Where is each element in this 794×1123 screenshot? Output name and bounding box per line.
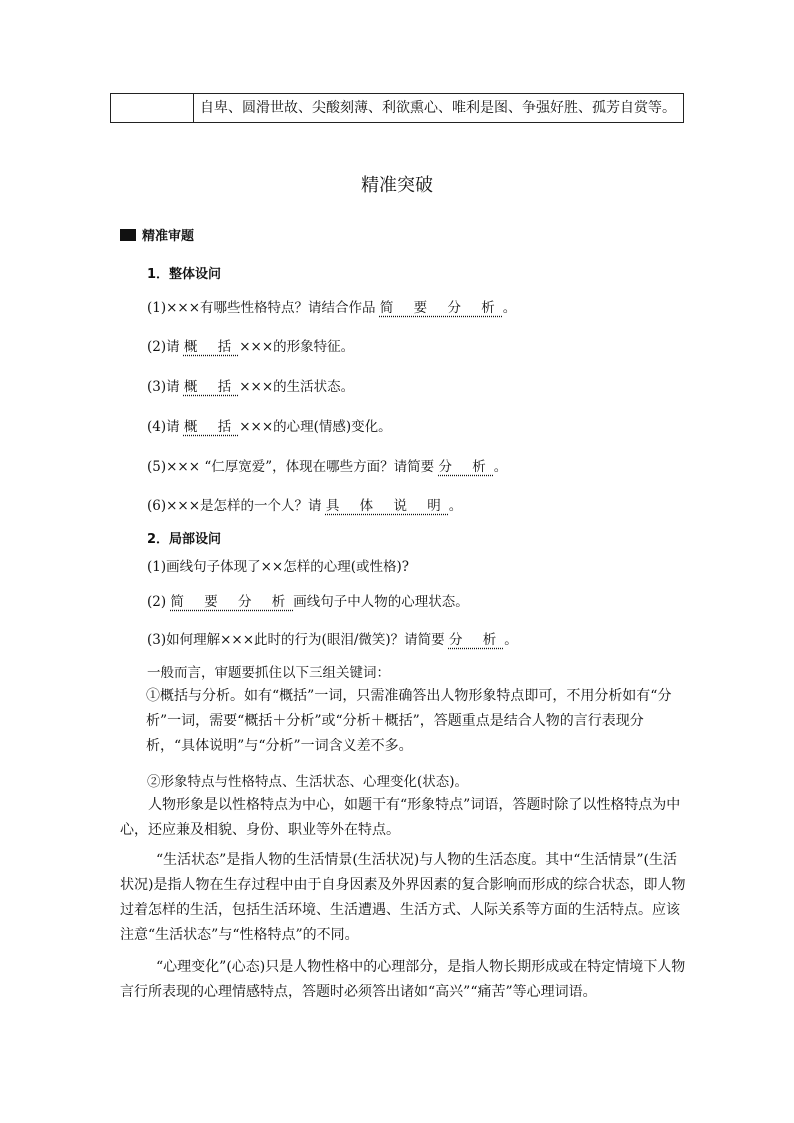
question-5 xyxy=(147,455,507,475)
q1-end: 。 xyxy=(502,300,517,316)
local-question-3 xyxy=(147,628,518,648)
p3-end: 。 xyxy=(504,632,518,648)
q6-end: 。 xyxy=(448,498,463,514)
section-label: 精准审题 xyxy=(142,229,195,244)
question-2 xyxy=(147,335,354,355)
point-2: ②形象特点与性格特点、生活状态、心理变化(状态)。 xyxy=(147,774,469,790)
q2-text: (2)请 xyxy=(147,339,180,355)
q6-text: (6)×××是怎样的一个人？请 xyxy=(147,498,322,514)
q6-keyword: 具 体 说 明 xyxy=(325,498,449,514)
q4-keyword: 概 括 xyxy=(183,419,240,435)
q5-text: (5)××× “仁厚宽爱”，体现在哪些方面？请简要 xyxy=(147,459,435,475)
q3-end: ×××的生活状态。 xyxy=(239,379,355,395)
table-cell-traits: 自卑、圆滑世故、尖酸刻薄、利欲熏心、唯利是图、争强好胜、孤芳自赏等。 xyxy=(200,100,676,116)
group1-heading: 1．整体设问 xyxy=(147,267,222,282)
q4-end: ×××的心理(情感)变化。 xyxy=(239,419,392,435)
page-title: 精准突破 xyxy=(361,175,433,196)
table-row xyxy=(110,93,684,123)
table-cell-empty xyxy=(111,94,194,122)
local-question-2 xyxy=(147,590,469,610)
q2-keyword: 概 括 xyxy=(183,339,240,355)
intro-text: 一般而言，审题要抓住以下三组关键词： xyxy=(147,665,390,681)
section-bar-icon xyxy=(120,229,136,241)
p2-text: (2) xyxy=(147,594,167,610)
q3-keyword: 概 括 xyxy=(183,379,240,395)
p2-end: 画线句子中人物的心理状态。 xyxy=(293,594,469,610)
q1-keyword: 简 要 分 析 xyxy=(379,300,503,316)
paragraph-psychology: “心理变化”(心态)只是人物性格中的心理部分，是指人物长期形成或在特定情境下人物言行所表现的心理情感特点，答题时必须答出诸如“高兴”“痛苦”等心理词语。 xyxy=(120,959,686,1000)
p3-keyword: 分 析 xyxy=(448,632,505,648)
point-1: ①概括与分析。如有“概括”一词，只需准确答出人物形象特点即可，不用分析如有“分析”一词，需要“概括＋分析”或“分析＋概括”，答题重点是结合人物的言行表现分析，“具体说明”与“分析”一词含义差不多。 xyxy=(146,688,672,754)
p3-text: (3)如何理解×××此时的行为(眼泪/微笑)？请简要 xyxy=(147,632,445,648)
section-heading xyxy=(120,225,194,244)
question-3 xyxy=(147,375,354,395)
q5-end: 。 xyxy=(493,459,508,475)
question-4 xyxy=(147,415,392,435)
q3-text: (3)请 xyxy=(147,379,180,395)
question-6 xyxy=(147,494,462,514)
question-1 xyxy=(147,296,516,316)
q5-keyword: 分 析 xyxy=(438,459,494,475)
q4-text: (4)请 xyxy=(147,419,180,435)
paragraph-living-state: “生活状态”是指人物的生活情景(生活状况)与人物的生活态度。其中“生活情景”(生活状况)是指人物在生存过程中由于自身因素及外界因素的复合影响而形成的综合状态，即人物过着怎样的生活，包括生活环境、生活遭遇、生活方式、人际关系等方面的生活特点。应该注意“生活状态”与“性格特点”的不同。 xyxy=(120,852,686,943)
q2-end: ×××的形象特征。 xyxy=(239,339,355,355)
q1-text: (1)×××有哪些性格特点？请结合作品 xyxy=(147,300,376,316)
local-question-1: (1)画线句子体现了××怎样的心理(或性格)? xyxy=(147,559,410,575)
p2-keyword: 简 要 分 析 xyxy=(170,594,294,610)
paragraph-form: 人物形象是以性格特点为中心，如题干有“形象特点”词语，答题时除了以性格特点为中心，还应兼及相貌、身份、职业等外在特点。 xyxy=(120,797,681,838)
group2-heading: 2．局部设问 xyxy=(147,532,222,547)
